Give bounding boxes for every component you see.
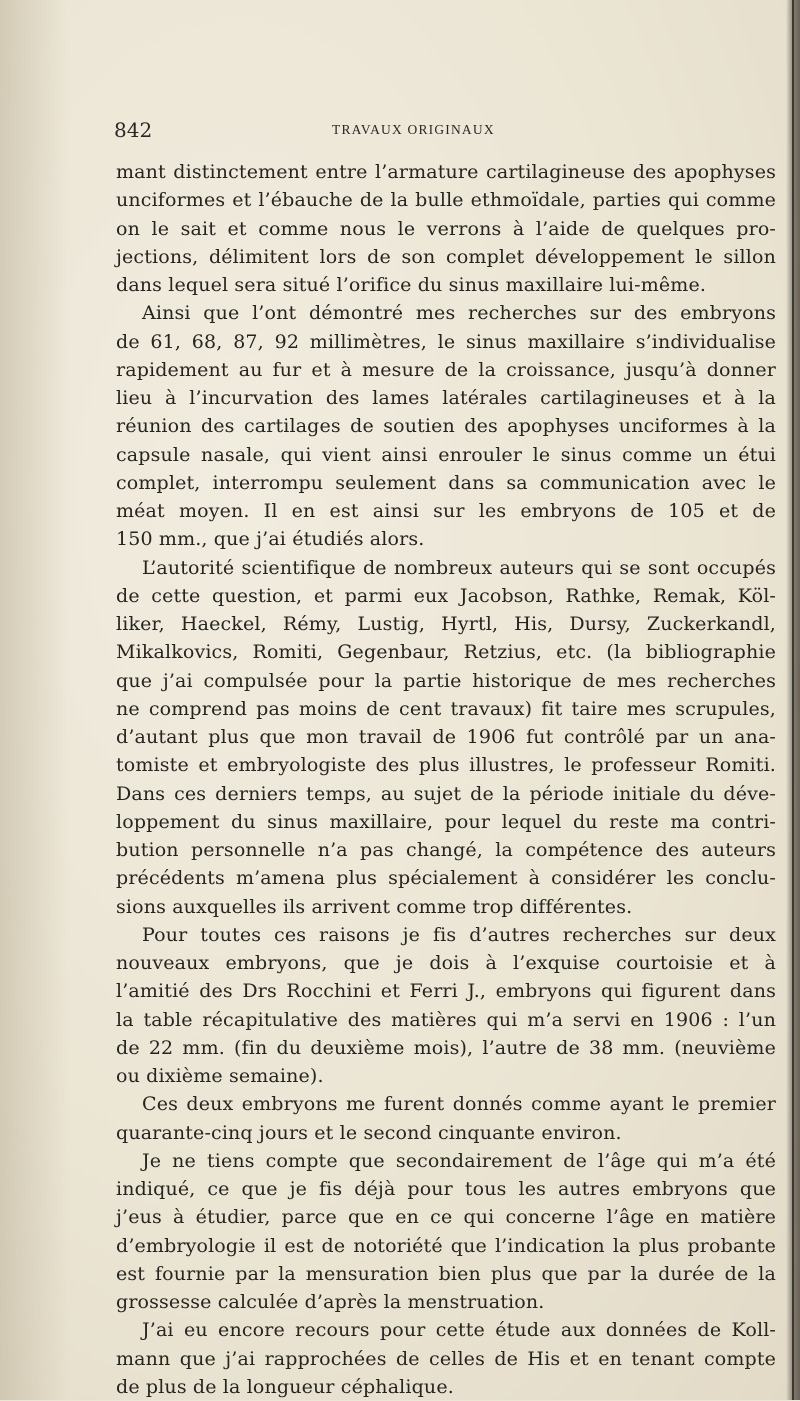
text-line: unciformes et l’ébauche de la bulle ethmoïdale, parties qui comme — [116, 189, 776, 212]
text-line: Dans ces derniers temps, au sujet de la période initiale du déve- — [116, 782, 776, 805]
text-line: méat moyen. Il en est ainsi sur les embryons de 105 et de — [116, 500, 776, 522]
text-line: de 61, 68, 87, 92 millimètres, le sinus maxillaire s’individualise — [116, 330, 776, 353]
gutter-shadow — [0, 0, 70, 1400]
text-line: dans lequel sera situé l’orifice du sinus maxillaire lui-même. — [116, 274, 707, 296]
text-line: est fournie par la mensuration bien plus que par la durée de la — [116, 1262, 776, 1285]
text-line: ne comprend pas moins de cent travaux) fit taire mes scrupules, — [116, 697, 776, 720]
text-line: d’autant plus que mon travail de 1906 fut contrôlé par un ana- — [116, 726, 776, 748]
text-line: capsule nasale, qui vient ainsi enrouler le sinus comme un étui — [116, 443, 776, 466]
text-line: Ainsi que l’ont démontré mes recherches sur des embryons — [142, 302, 776, 325]
text-line: loppement du sinus maxillaire, pour lequel du reste ma contri- — [116, 810, 776, 833]
text-line: lieu à l’incurvation des lames latérales cartilagineuses et à la — [116, 387, 776, 409]
text-line: d’embryologie il est de notoriété que l’indication la plus probante — [116, 1234, 776, 1257]
text-line: ou dixième semaine). — [116, 1065, 324, 1087]
text-line: Je ne tiens compte que secondairement de l’âge qui m’a été — [142, 1149, 776, 1172]
text-line: Ces deux embryons me furent donnés comme ayant le premier — [142, 1093, 776, 1116]
page-number: 842 — [114, 118, 153, 142]
text-line: quarante-cinq jours et le second cinquante environ. — [116, 1121, 622, 1144]
text-line: tomiste et embryologiste des plus illustres, le professeur Romiti. — [116, 754, 776, 777]
text-line: mant distinctement entre l’armature cartilagineuse des apophyses — [116, 161, 776, 183]
text-line: L’autorité scientifique de nombreux auteurs qui se sont occupés — [142, 556, 776, 579]
text-line: mann que j’ai rapprochées de celles de His et en tenant compte — [116, 1347, 776, 1370]
text-line: on le sait et comme nous le verrons à l’aide de quelques pro- — [116, 217, 776, 240]
text-line: l’amitié des Drs Rocchini et Ferri J., embryons qui figurent dans — [116, 980, 776, 1003]
text-line: que j’ai compulsée pour la partie historique de mes recherches — [116, 669, 776, 692]
text-line: jections, délimitent lors de son complet développement le sillon — [116, 245, 776, 268]
text-line: Pour toutes ces raisons je fis d’autres recherches sur deux — [142, 923, 776, 946]
text-line: j’eus à étudier, parce que en ce qui concerne l’âge en matière — [116, 1206, 776, 1229]
text-line: la table récapitulative des matières qui m’a servi en 1906 : l’un — [116, 1008, 776, 1031]
text-line: de 22 mm. (fin du deuxième mois), l’autre de 38 mm. (neuvième — [116, 1036, 776, 1059]
text-line: bution personnelle n’a pas changé, la compétence des auteurs — [116, 839, 776, 861]
text-line: grossesse calculée d’après la menstruation. — [116, 1291, 545, 1313]
page-header — [114, 118, 774, 144]
body-text — [116, 158, 776, 1401]
text-line: de plus de la longueur céphalique. — [116, 1375, 454, 1398]
page-edge-line — [792, 0, 794, 1400]
text-line: liker, Haeckel, Rémy, Lustig, Hyrtl, His, Dursy, Zuckerkandl, — [116, 613, 776, 635]
text-line: rapidement au fur et à mesure de la croissance, jusqu’à donner — [116, 358, 776, 381]
text-line: précédents m’amena plus spécialement à considérer les conclu- — [116, 867, 776, 890]
text-line: complet, interrompu seulement dans sa communication avec le — [116, 471, 776, 494]
text-line: indiqué, ce que je fis déjà pour tous les autres embryons que — [116, 1178, 776, 1200]
running-title: TRAVAUX ORIGINAUX — [332, 122, 495, 137]
text-line: J’ai eu encore recours pour cette étude aux données de Koll- — [142, 1319, 776, 1342]
text-line: de cette question, et parmi eux Jacobson, Rathke, Remak, Köl- — [116, 584, 776, 607]
text-line: nouveaux embryons, que je dois à l’exquise courtoisie et à — [116, 952, 776, 974]
text-line: 150 mm., que j’ai étudiés alors. — [116, 528, 425, 551]
text-line: sions auxquelles ils arrivent comme trop différentes. — [116, 895, 633, 918]
text-line: Mikalkovics, Romiti, Gegenbaur, Retzius, etc. (la bibliographie — [116, 641, 776, 664]
text-line: réunion des cartilages de soutien des apophyses unciformes à la — [116, 415, 776, 438]
